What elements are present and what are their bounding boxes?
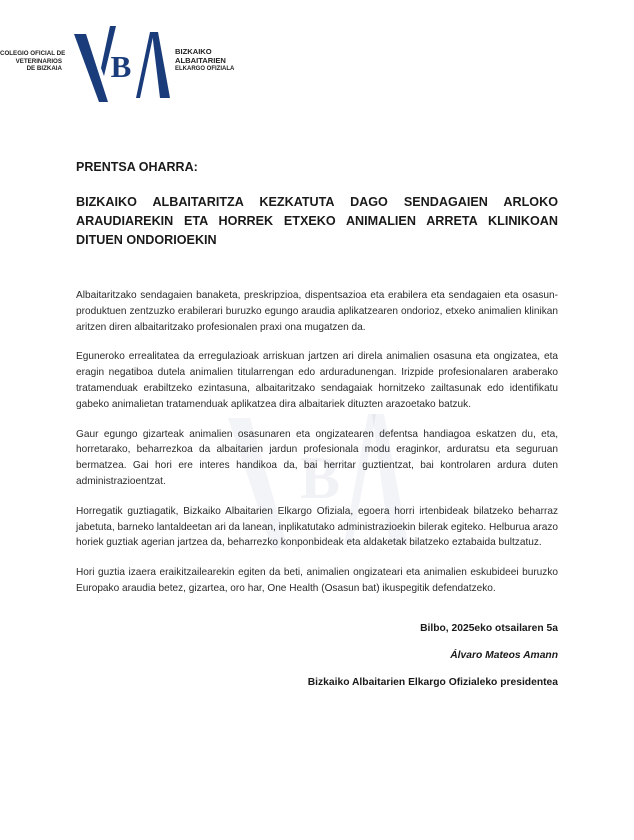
vba-logo <box>74 24 170 106</box>
org-right-line: BIZKAIKO <box>175 47 212 56</box>
body-paragraph: Albaitaritzako sendagaien banaketa, preskripzioa, dispentsazioa eta erabilera eta sendagaien eta osasun-produktuen zentzuzko erabilerari buruzko egungo araudia aplikatzearen ondorioz, etxeko animalien klinikan aritzen diren albaitaritzako profesionalen praxi ona mugatzen da. <box>76 290 558 333</box>
body-paragraph: Eguneroko errealitatea da erregulazioak arriskuan jartzen ari direla animalien osasuna eta ongizatea, eta eragin negatiboa dutela animalien titularrengan edo arduradunengan. Irizpide profesionalaren araberako tratamenduak erabiltzeko ezintasuna, albaitaritzako sendagaiak hornitzeko zailtasunak edo identifikatu gabeko animalietan tratamenduak aplikatzea dira albaitariek dituzten arazoetako batzuk. <box>76 351 558 410</box>
signer-name: Álvaro Mateos Amann <box>450 649 558 661</box>
svg-text:B: B <box>299 445 341 511</box>
org-left-line: COLEGIO OFICIAL DE <box>0 50 66 57</box>
org-left-line: DE BIZKAIA <box>26 65 62 73</box>
letterhead <box>0 0 634 110</box>
logo-a-stroke-right <box>152 32 170 98</box>
org-right-line: ALBAITARIEN <box>175 55 226 65</box>
body-paragraph: Horregatik guztiagatik, Bizkaiko Albaitarien Elkargo Ofiziala, egoera horri irtenbideak bilatzeko beharraz jabetuta, barneko lantaldeetan ari da lanean, inplikatutako administrazioekin bilerak egiteko. Helburua arazo horiek guztiak agerian jartzea da, beharrezko konponbideak eta aldaketak bilatzeko eztabaida bultzatuz. <box>76 505 559 549</box>
logo-letter-b: B <box>110 49 132 84</box>
org-right-line: ELKARGO OFIZIALA <box>175 66 235 73</box>
signer-role: Bizkaiko Albaitarien Elkargo Ofizialeko presidentea <box>307 676 558 688</box>
logo-a-stroke-left <box>136 32 154 98</box>
org-left-line: VETERINARIOS <box>15 57 62 65</box>
body-paragraph: Hori guztia izaera eraikitzailearekin egiten da beti, animalien ongizateari eta animalien eskubideei buruzko Europako araudia betez, gizartea, oro har, One Health (Osasun bat) ikuspegitik defendatzeko. <box>76 567 558 594</box>
press-release-label: PRENTSA OHARRA: <box>76 160 198 174</box>
headline: BIZKAIKO ALBAITARITZA KEZKATUTA DAGO SENDAGAIEN ARLOKO ARAUDIAREKIN ETA HORREK ETXEKO ANIMALIEN ARRETA KLINIKOAN DITUEN ONDORIOEKIN <box>76 195 558 247</box>
org-name-spanish <box>0 50 66 73</box>
body-paragraph: Gaur egungo gizarteak animalien osasunaren eta ongizatearen defentsa handiagoa eskatzen du, eta, horretarako, beharrezkoa da albaitarien jardun profesionala modu eraginkor, arduratsu eta seguruan bermatzea. Gai hori ere interes handikoa da, bai herritar guztientzat, bai kontrolaren ardura duten administrazioentzat. <box>76 428 558 487</box>
place-date: Bilbo, 2025eko otsailaren 5a <box>420 622 558 634</box>
press-release <box>76 160 558 688</box>
signature-block <box>76 623 558 688</box>
org-name-basque <box>175 48 234 74</box>
